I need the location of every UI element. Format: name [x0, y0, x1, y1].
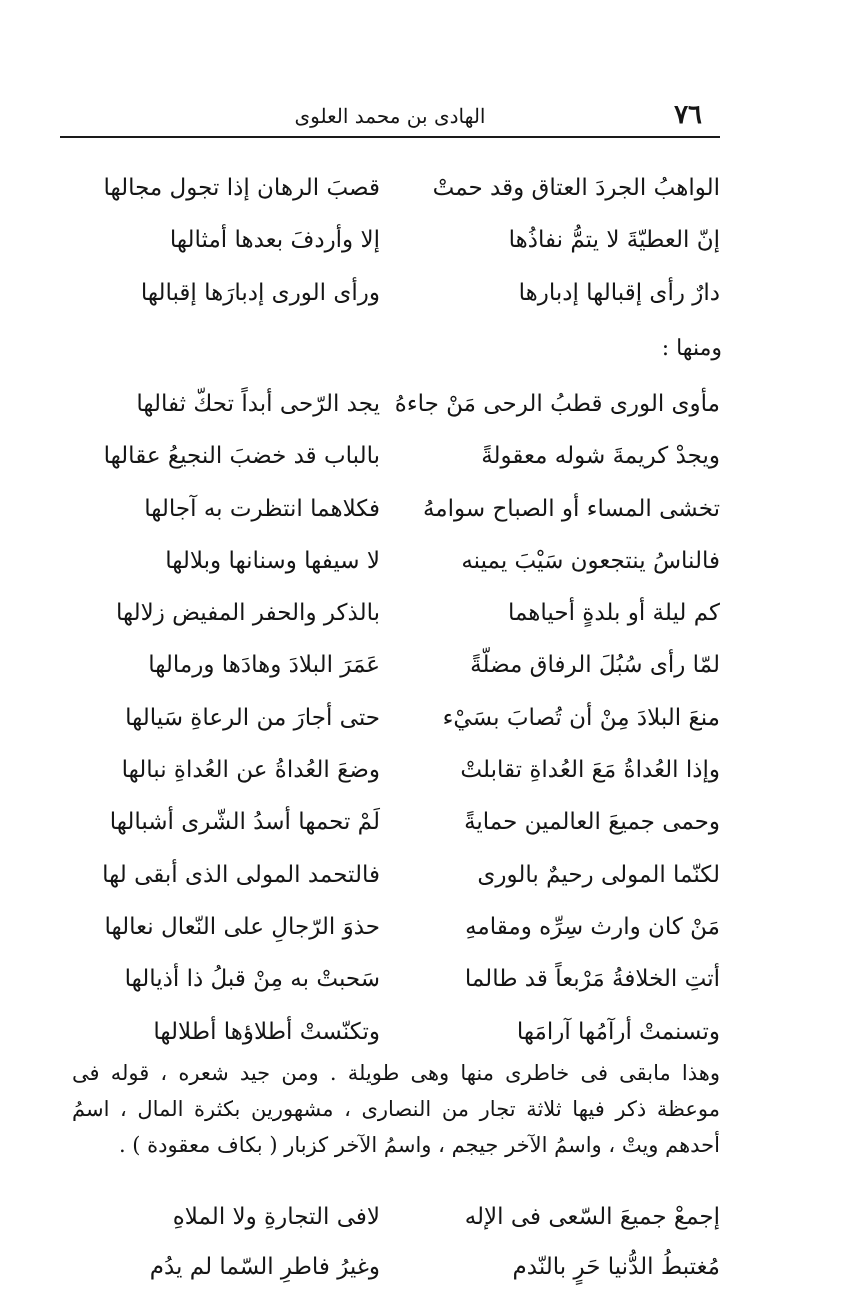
verse-line	[95, 220, 720, 272]
verse-line	[95, 436, 720, 488]
verse-second-hemistich: لا سيفها وسنانها وبلالها	[165, 547, 380, 574]
verse-line	[95, 1197, 720, 1247]
verse-line	[95, 645, 720, 697]
verse-first-hemistich: الواهبُ الجردَ العتاق وقد حمتْ	[432, 175, 720, 201]
poem-block	[95, 384, 720, 1064]
verse-second-hemistich: يجد الرّحى أبداً تحكّ ثفالها	[136, 391, 380, 417]
verse-second-hemistich: بالذكر والحفر المفيض زلالها	[115, 600, 380, 627]
verse-line	[95, 541, 720, 593]
verse-second-hemistich: إلا وأردفَ بعدها أمثالها	[169, 227, 380, 254]
verse-line	[95, 750, 720, 802]
verse-second-hemistich: وضعَ العُداةُ عن العُداةِ نبالها	[121, 757, 380, 784]
verse-first-hemistich: كم ليلة أو بلدةٍ أحياهما	[507, 600, 720, 627]
poem-block	[95, 1197, 720, 1297]
page-number: ٧٦	[674, 100, 702, 130]
verse-line	[95, 168, 720, 220]
verse-second-hemistich: لافى التجارةِ ولا الملاهِ	[172, 1204, 380, 1230]
verse-second-hemistich: عَمَرَ البلادَ وهادَها ورمالها	[148, 652, 380, 679]
verse-line	[95, 802, 720, 854]
verse-first-hemistich: مُغتبطُ الدُّنيا حَرٍ بالنّدم	[512, 1254, 720, 1280]
verse-second-hemistich: سَحبتْ به مِنْ قبلُ ذا أذيالها	[124, 966, 380, 993]
verse-line	[95, 489, 720, 541]
verse-line	[95, 1247, 720, 1297]
verse-second-hemistich: حتى أجارَ من الرعاةِ سَيالها	[125, 704, 380, 731]
section-intro: ومنها :	[661, 336, 722, 361]
poem-block	[95, 168, 720, 325]
verse-first-hemistich: لكنّما المولى رحيمٌ بالورى	[477, 861, 720, 888]
verse-first-hemistich: مَنْ كان وارث سِرِّه ومقامهِ	[465, 913, 720, 940]
verse-second-hemistich: لَمْ تحمها أسدُ الشّرى أشبالها	[109, 809, 380, 836]
verse-second-hemistich: فكلاهما انتظرت به آجالها	[144, 495, 380, 522]
header-rule	[60, 136, 720, 138]
verse-line	[95, 384, 720, 436]
verse-line	[95, 959, 720, 1011]
verse-line	[95, 698, 720, 750]
verse-first-hemistich: إجمعْ جميعَ السّعى فى الإله	[464, 1204, 720, 1230]
verse-first-hemistich: وتسنمتْ أرآمُها آرامَها	[516, 1018, 720, 1045]
verse-line	[95, 907, 720, 959]
verse-first-hemistich: مأوى الورى قطبُ الرحى مَنْ جاءهُ	[394, 391, 720, 417]
verse-first-hemistich: إنّ العطيّةَ لا يتمُّ نفاذُها	[508, 227, 720, 254]
verse-second-hemistich: بالباب قد خضبَ النجيعُ عقالها	[103, 443, 380, 470]
verse-second-hemistich: وتكنّستْ أطلاؤها أطلالها	[153, 1018, 380, 1045]
verse-second-hemistich: حذوَ الرّجالِ على النّعال نعالها	[104, 913, 380, 940]
verse-first-hemistich: أتتِ الخلافةُ مَرْبعاً قد طالما	[464, 966, 720, 993]
verse-first-hemistich: ويجدْ كريمةَ شوله معقولةً	[481, 443, 720, 470]
verse-line	[95, 273, 720, 325]
verse-first-hemistich: لمّا رأى سُبُلَ الرفاق مضلّةً	[470, 652, 720, 679]
verse-first-hemistich: وإذا العُداةُ مَعَ العُداةِ تقابلتْ	[460, 757, 720, 784]
verse-second-hemistich: وغيرُ فاطرِ السّما لم يدُم	[149, 1254, 380, 1280]
verse-second-hemistich: فالتحمد المولى الذى أبقى لها	[102, 861, 380, 888]
verse-second-hemistich: قصبَ الرهان إذا تجول مجالها	[103, 175, 380, 201]
running-title: الهادى بن محمد العلوى	[294, 104, 486, 128]
verse-first-hemistich: منعَ البلادَ مِنْ أن تُصابَ بسَيْء	[442, 704, 720, 731]
page-header	[60, 100, 720, 134]
verse-first-hemistich: دارٌ رأى إقبالها إدبارها	[518, 279, 720, 306]
verse-line	[95, 855, 720, 907]
verse-first-hemistich: تخشى المساء أو الصباح سوامهُ	[422, 495, 720, 522]
verse-first-hemistich: فالناسُ ينتجعون سَيْبَ يمينه	[461, 547, 720, 574]
verse-line	[95, 593, 720, 645]
verse-second-hemistich: ورأى الورى إدبارَها إقبالها	[140, 279, 380, 306]
prose-paragraph: وهذا مابقى فى خاطرى منها وهى طويلة . ومن جيد شعره ، قوله فى موعظة ذكر فيها ثلاثة تجار من النصارى ، مشهورين بكثرة المال ، اسمُ أحدهم ويتْ ، واسمُ الآخر جيجم ، واسمُ الآخر كزبار ( بكاف معقودة ) .	[72, 1061, 720, 1157]
verse-first-hemistich: وحمى جميعَ العالمين حمايةً	[464, 809, 720, 836]
